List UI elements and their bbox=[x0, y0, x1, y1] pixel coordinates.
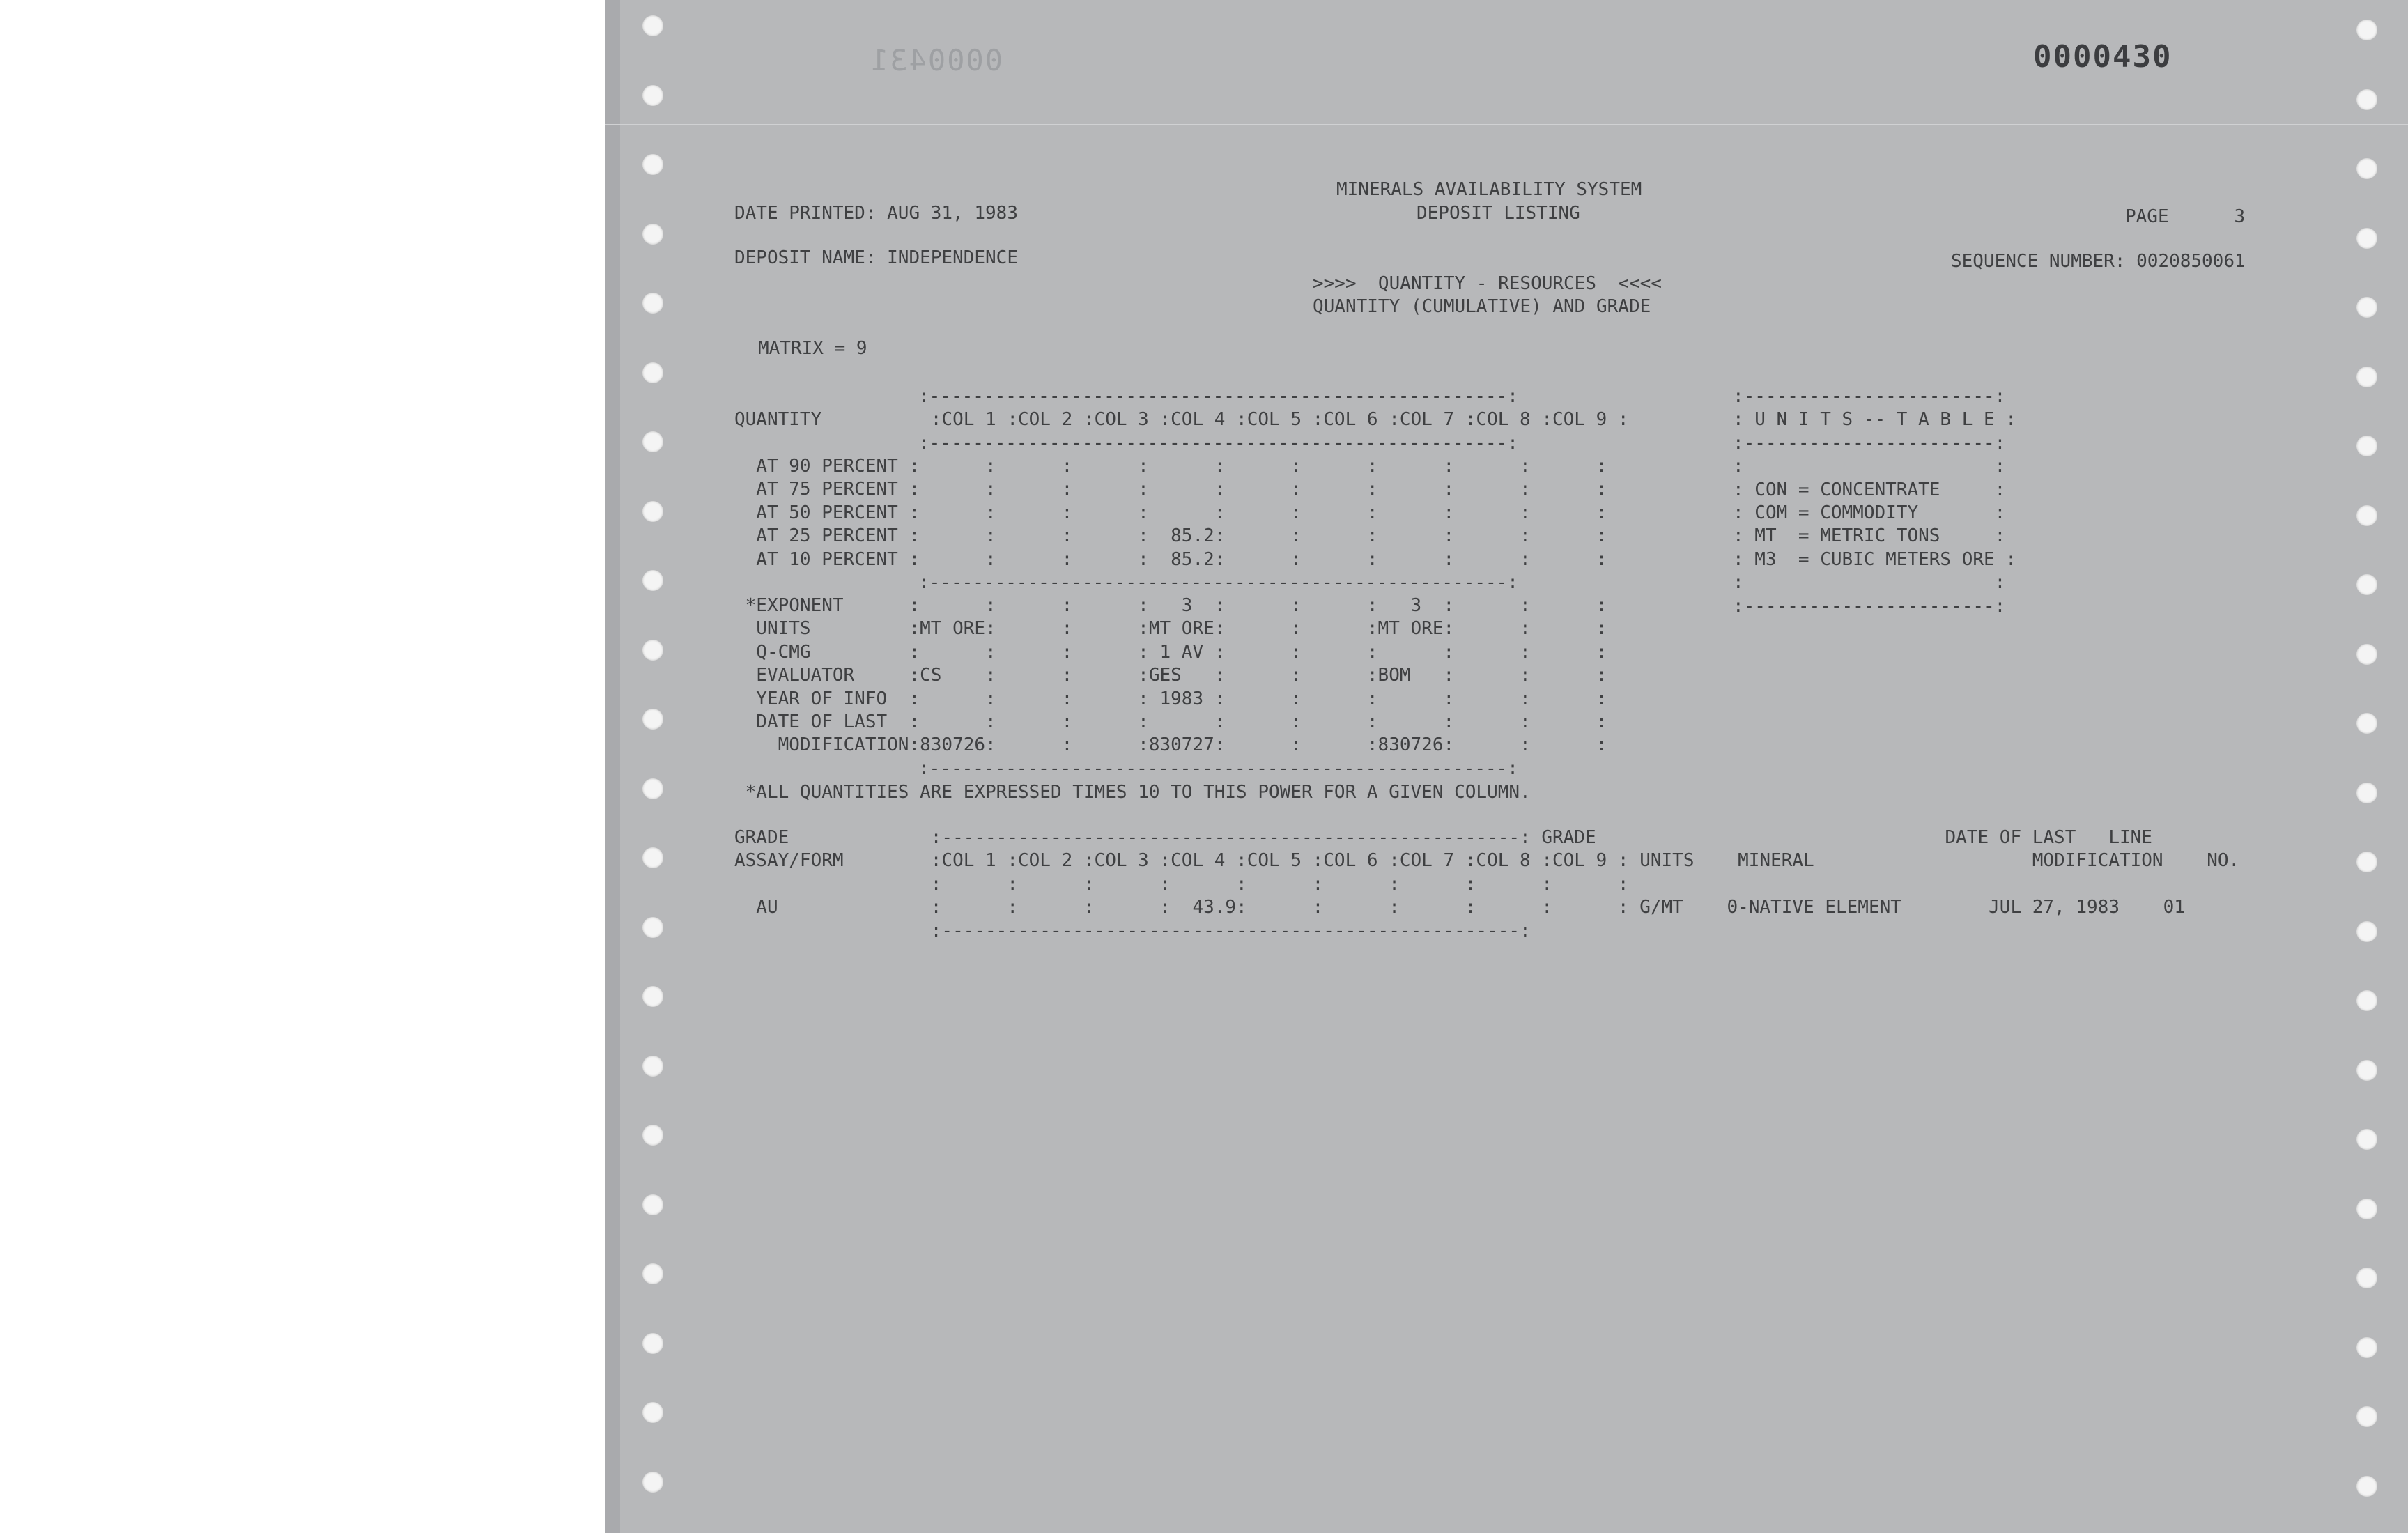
tractor-hole bbox=[642, 1194, 663, 1215]
tractor-hole bbox=[2356, 436, 2377, 456]
units-table-entry: : M3 = CUBIC METERS ORE : bbox=[1733, 548, 2016, 570]
tractor-hole bbox=[642, 1125, 663, 1146]
units-table-line: : : bbox=[1733, 456, 2006, 477]
page-number: PAGE 3 bbox=[2125, 206, 2246, 227]
tractor-hole bbox=[642, 224, 663, 245]
info-row-date-of-last: DATE OF LAST : : : : : : : : : : bbox=[734, 711, 1607, 733]
tractor-hole bbox=[2356, 20, 2377, 40]
section-title: >>>> QUANTITY - RESOURCES <<<< bbox=[1313, 273, 1662, 294]
units-table bbox=[1733, 385, 2016, 618]
info-row-units: UNITS :MT ORE: : :MT ORE: : :MT ORE: : : bbox=[734, 618, 1607, 640]
grade-table-row: AU : : : : 43.9: : : : : : G/MT 0-NATIVE ELEMENT JUL 27, 1983 01 bbox=[734, 897, 2185, 918]
tractor-hole bbox=[2356, 921, 2377, 942]
tractor-hole bbox=[2356, 1060, 2377, 1081]
tractor-hole bbox=[642, 570, 663, 591]
sequence-number: SEQUENCE NUMBER: 0020850061 bbox=[1951, 251, 2246, 272]
quantity-row: AT 10 PERCENT : : : : 85.2: : : : : : bbox=[734, 548, 1607, 570]
tractor-hole bbox=[642, 917, 663, 938]
quantity-table-border-sep: :-----------------------------------------------------: bbox=[918, 572, 1518, 593]
grade-table-line: :-----------------------------------------------------: bbox=[734, 920, 1531, 941]
info-row-exponent: *EXPONENT : : : : 3 : : : 3 : : : bbox=[734, 595, 1607, 616]
tractor-hole bbox=[2356, 783, 2377, 803]
quantity-row: AT 90 PERCENT : : : : : : : : : : bbox=[734, 456, 1607, 477]
tractor-hole bbox=[2356, 852, 2377, 872]
tractor-hole bbox=[2356, 644, 2377, 665]
tractor-hole bbox=[2356, 1268, 2377, 1288]
tractor-hole bbox=[2356, 1406, 2377, 1427]
tractor-hole bbox=[642, 154, 663, 175]
matrix-value: MATRIX = 9 bbox=[758, 338, 867, 359]
tractor-hole bbox=[2356, 367, 2377, 387]
units-table-line: :-----------------------: bbox=[1733, 432, 2006, 454]
tractor-hole bbox=[642, 1472, 663, 1493]
tractor-hole bbox=[642, 1263, 663, 1284]
tractor-hole bbox=[2356, 990, 2377, 1011]
stamp-number: 0000430 bbox=[2033, 39, 2172, 75]
quantity-table-header: QUANTITY :COL 1 :COL 2 :COL 3 :COL 4 :COL 5 :COL 6 :COL 7 :COL 8 :COL 9 : bbox=[734, 409, 1629, 430]
tractor-hole bbox=[642, 431, 663, 452]
units-table-line: : : bbox=[1733, 572, 2006, 594]
tractor-hole bbox=[642, 709, 663, 730]
units-table-entry: : CON = CONCENTRATE : bbox=[1733, 479, 2006, 500]
section-subtitle: QUANTITY (CUMULATIVE) AND GRADE bbox=[1313, 296, 1651, 317]
quantity-table-border-bottom: :-----------------------------------------------------: bbox=[918, 758, 1518, 779]
perforation-line bbox=[605, 124, 2408, 125]
paper-left-edge bbox=[605, 0, 620, 1533]
listing-title: DEPOSIT LISTING bbox=[1417, 203, 1580, 224]
tractor-hole bbox=[2356, 713, 2377, 734]
quantity-row: AT 25 PERCENT : : : : 85.2: : : : : : bbox=[734, 525, 1607, 547]
info-row-year: YEAR OF INFO : : : : 1983 : : : : : : bbox=[734, 688, 1607, 709]
ghost-number: 0000431 bbox=[870, 43, 1003, 77]
system-title: MINERALS AVAILABILITY SYSTEM bbox=[1336, 179, 1642, 200]
date-printed: DATE PRINTED: AUG 31, 1983 bbox=[734, 203, 1018, 224]
tractor-hole bbox=[642, 847, 663, 868]
quantity-percent-rows bbox=[734, 455, 1607, 571]
units-table-entry: : MT = METRIC TONS : bbox=[1733, 525, 2006, 547]
grade-table-header: ASSAY/FORM :COL 1 :COL 2 :COL 3 :COL 4 :COL 5 :COL 6 :COL 7 :COL 8 :COL 9 : UNITS MINERAL MODIFICATION NO. bbox=[734, 850, 2240, 872]
quantity-table-border-mid: :-----------------------------------------------------: bbox=[918, 433, 1518, 454]
tractor-hole bbox=[642, 778, 663, 799]
grade-table-line: GRADE :-----------------------------------------------------: GRADE DATE OF LAST LINE bbox=[734, 827, 2152, 848]
tractor-hole bbox=[642, 1056, 663, 1077]
info-row-evaluator: EVALUATOR :CS : : :GES : : :BOM : : : bbox=[734, 665, 1607, 686]
info-row-qcmg: Q-CMG : : : : 1 AV : : : : : : bbox=[734, 641, 1607, 663]
quantity-table-border-top: :-----------------------------------------------------: bbox=[918, 386, 1518, 407]
tractor-hole bbox=[642, 85, 663, 106]
tractor-hole bbox=[642, 986, 663, 1007]
quantity-info-rows bbox=[734, 594, 1607, 757]
tractor-hole bbox=[642, 1402, 663, 1423]
tractor-hole bbox=[2356, 505, 2377, 526]
tractor-hole bbox=[642, 1333, 663, 1354]
tractor-hole bbox=[2356, 297, 2377, 318]
deposit-name: DEPOSIT NAME: INDEPENDENCE bbox=[734, 247, 1018, 268]
tractor-hole bbox=[2356, 89, 2377, 110]
tractor-hole bbox=[2356, 574, 2377, 595]
quantity-footnote: *ALL QUANTITIES ARE EXPRESSED TIMES 10 TO THIS POWER FOR A GIVEN COLUMN. bbox=[734, 782, 1531, 803]
tractor-hole bbox=[2356, 1199, 2377, 1219]
tractor-hole bbox=[642, 293, 663, 314]
quantity-row: AT 50 PERCENT : : : : : : : : : : bbox=[734, 502, 1607, 523]
quantity-row: AT 75 PERCENT : : : : : : : : : : bbox=[734, 479, 1607, 500]
grade-table-line: : : : : : : : : : : bbox=[734, 873, 1629, 895]
tractor-hole bbox=[2356, 1476, 2377, 1497]
units-table-line: :-----------------------: bbox=[1733, 386, 2006, 407]
tractor-hole bbox=[642, 640, 663, 661]
tractor-hole bbox=[642, 15, 663, 36]
tractor-hole bbox=[2356, 228, 2377, 249]
tractor-hole bbox=[2356, 1337, 2377, 1358]
units-table-line: :-----------------------: bbox=[1733, 595, 2006, 617]
tractor-hole bbox=[642, 362, 663, 383]
units-table-entry: : COM = COMMODITY : bbox=[1733, 502, 2006, 524]
units-table-title: : U N I T S -- T A B L E : bbox=[1733, 409, 2016, 431]
info-row-modification: MODIFICATION:830726: : :830727: : :830726: : : bbox=[734, 734, 1607, 756]
tractor-hole bbox=[2356, 1129, 2377, 1150]
grade-table bbox=[734, 826, 2239, 943]
tractor-hole bbox=[642, 501, 663, 522]
tractor-hole bbox=[2356, 158, 2377, 179]
